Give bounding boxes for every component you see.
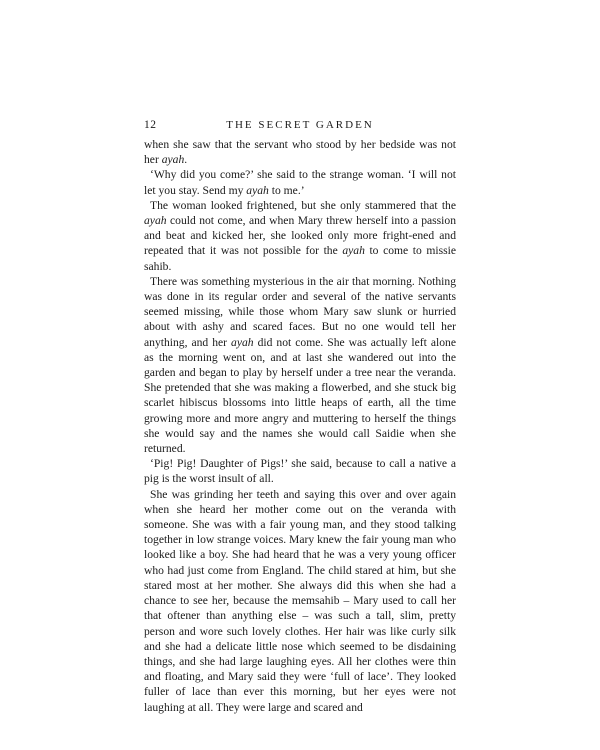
italic-word: ayah — [231, 335, 254, 349]
book-page — [144, 119, 456, 715]
italic-word: ayah — [342, 244, 365, 258]
paragraph — [144, 167, 456, 197]
text-run: . — [184, 153, 188, 167]
book-title: THE SECRET GARDEN — [226, 119, 374, 131]
text-run: to me.’ — [268, 183, 305, 197]
text-run: She was grinding her teeth and saying this over and over again when she heard her mother come out on the veranda with someone. She was with a fair young man, and they stood talking together in low strange voices. Mary knew the fair young man who looked like a boy. She had heard that he was a very young officer who had just come from England. The child stared at him, but she stared most at her mother. She always did this when she had a chance to see her, because the memsahib – Mary used to call her that oftener than anything else – was such a tall, slim, pretty person and wore such lovely clothes. Her hair was like curly silk and she had a delicate little nose which seemed to be disdaining things, and she had large laughing eyes. All her clothes were thin and floating, and Mary said they were ‘full of lace’. They looked fuller of lace than ever this morning, but her eyes were not laughing at all. They were large and scared and — [144, 487, 456, 714]
italic-word: ayah — [246, 183, 269, 197]
paragraph — [144, 456, 456, 486]
paragraph — [144, 487, 456, 715]
text-run: to come to missie sahib. — [144, 244, 456, 273]
text-run: when she saw that the servant who stood by her bedside was not her — [144, 138, 456, 167]
running-head — [144, 119, 456, 137]
body-text — [144, 137, 456, 715]
text-run: ‘Pig! Pig! Daughter of Pigs!’ she said, because to call a native a pig is the worst insult of all. — [144, 457, 456, 486]
italic-word: ayah — [144, 214, 167, 228]
text-run: The woman looked frightened, but she only stammered that the — [150, 198, 456, 212]
text-run: ‘Why did you come?’ she said to the strange woman. ‘I will not let you stay. Send my — [144, 168, 456, 197]
text-run: There was something mysterious in the air that morning. Nothing was done in its regular order and several of the native servants seemed missing, while those whom Mary saw slunk or hurried about with ashy and scared faces. But no one would tell her anything, and her — [144, 274, 456, 349]
text-run: did not come. She was actually left alone as the morning went on, and at last she wandered out into the garden and began to play by herself under a tree near the veranda. She pretended that she was making a flowerbed, and she stuck big scarlet hibiscus blossoms into little heaps of earth, all the time growing more and more angry and muttering to herself the things she would say and the names she would call Saidie when she returned. — [144, 335, 456, 456]
paragraph — [144, 274, 456, 456]
page-number: 12 — [144, 119, 157, 131]
text-run: could not come, and when Mary threw herself into a passion and beat and kicked her, she looked only more fright-ened and repeated that it was not possible for the — [144, 214, 456, 258]
paragraph — [144, 137, 456, 167]
italic-word: ayah — [161, 153, 185, 167]
paragraph — [144, 198, 456, 274]
